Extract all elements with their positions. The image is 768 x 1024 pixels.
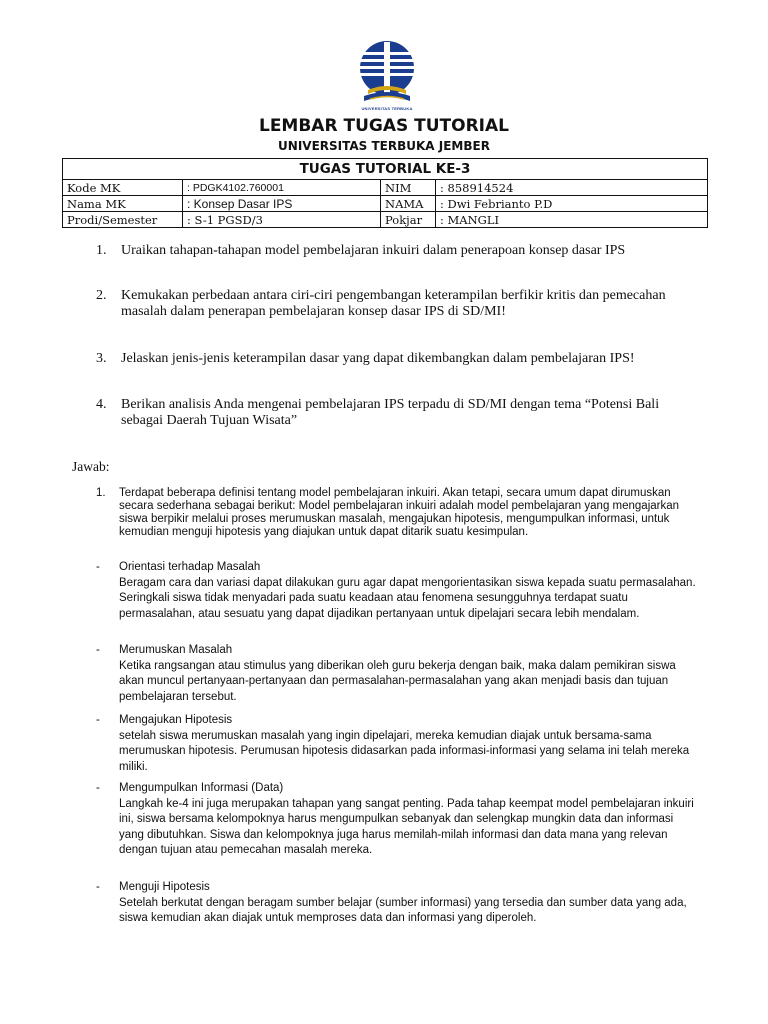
step-orientation — [96, 560, 698, 622]
bullet-dash: - — [96, 644, 100, 656]
program-semester-value: : S-1 PGSD/3 — [183, 212, 381, 228]
document-subtitle: UNIVERSITAS TERBUKA JEMBER — [278, 139, 490, 153]
course-name-label: Nama MK — [63, 196, 183, 212]
step-collect-information — [96, 781, 698, 859]
step-hypothesis — [96, 713, 698, 775]
step-formulate-problem — [96, 643, 698, 705]
step-title: Menguji Hipotesis — [119, 881, 210, 893]
step-title: Orientasi terhadap Masalah — [119, 561, 261, 573]
info-table — [62, 158, 708, 228]
document-title: LEMBAR TUGAS TUTORIAL — [258, 116, 509, 136]
student-name-label: NAMA — [381, 196, 436, 212]
answer-label: Jawab: — [72, 459, 110, 474]
question-text: Berikan analisis Anda mengenai pembelajaran IPS terpadu di SD/MI dengan tema “Potensi Bali sebagai Daerah Tujuan Wisata” — [121, 397, 660, 428]
university-logo-icon — [350, 38, 424, 114]
question-2 — [96, 288, 676, 320]
pokjar-value: : MANGLI — [436, 212, 708, 228]
bullet-dash: - — [96, 561, 100, 573]
info-table-heading-row — [63, 159, 708, 180]
question-number: 4. — [96, 397, 107, 412]
nim-value: : 858914524 — [436, 180, 708, 196]
bullet-dash: - — [96, 881, 100, 893]
assignment-heading: TUGAS TUTORIAL KE-3 — [63, 159, 708, 180]
question-text: Jelaskan jenis-jenis keterampilan dasar yang dapat dikembangkan dalam pembelajaran IPS! — [121, 351, 635, 366]
question-4 — [96, 397, 676, 429]
pokjar-label: Pokjar — [381, 212, 436, 228]
step-text: setelah siswa merumuskan masalah yang ingin dipelajari, mereka kemudian diajak untuk bersama-sama merumuskan hipotesis. Perumusan hipotesis didasarkan pada informasi-informasi yang selama ini telah mereka miliki. — [119, 729, 690, 773]
question-number: 1. — [96, 243, 107, 258]
program-semester-label: Prodi/Semester — [63, 212, 183, 228]
bullet-dash: - — [96, 782, 100, 794]
course-name-value: : Konsep Dasar IPS — [183, 196, 381, 212]
step-title: Mengumpulkan Informasi (Data) — [119, 782, 284, 794]
question-text: Kemukakan perbedaan antara ciri-ciri pengembangan keterampilan berfikir kritis dan pemecahan masalah dalam penerapan pembelajaran konsep dasar IPS di SD/MI! — [121, 288, 666, 319]
bullet-dash: - — [96, 714, 100, 726]
table-row — [63, 180, 708, 196]
answer-text: Terdapat beberapa definisi tentang model pembelajaran inkuiri. Akan tetapi, secara umum dapat dirumuskan secara sederhana sebagai berikut: Model pembelajaran inkuiri adalah model pembelajaran yang mengajarkan siswa berpikir melalui proses merumuskan masalah, mengajukan hipotesis, mengumpulkan informasi, untuk kemudian menguji hipotesis yang diajukan untuk dapat ditarik suatu kesimpulan. — [119, 487, 680, 538]
step-text: Beragam cara dan variasi dapat dilakukan guru agar dapat mengorientasikan siswa kepada suatu permasalahan. Seringkali siswa tidak menyadari pada suatu keadaan atau fenomena sesungguhnya terdapat suatu permasalahan, atau sesuatu yang dapat dijadikan pertanyaan untuk dipelajari secara lebih mendalam. — [119, 576, 696, 620]
logo-caption: UNIVERSITAS TERBUKA — [361, 106, 413, 111]
answer-number: 1. — [96, 487, 106, 499]
step-title: Merumuskan Masalah — [119, 644, 233, 656]
step-text: Langkah ke-4 ini juga merupakan tahapan yang sangat penting. Pada tahap keempat model pembelajaran inkuiri ini, siswa bersama kelompoknya harus mengumpulkan sebanyak dan selengkap mungkin data dan informasi yang dibutuhkan. Siswa dan kelompoknya juga harus memilah-milah informasi dan data mana yang relevan dengan tujuan atau pemecahan masalah mereka. — [119, 797, 694, 856]
nim-label: NIM — [381, 180, 436, 196]
student-name-value: : Dwi Febrianto P.D — [436, 196, 708, 212]
question-3 — [96, 351, 676, 367]
question-number: 2. — [96, 288, 107, 303]
question-number: 3. — [96, 351, 107, 366]
course-code-value: : PDGK4102.760001 — [183, 180, 381, 196]
answer-1 — [96, 487, 696, 539]
step-test-hypothesis — [96, 880, 698, 927]
question-1 — [96, 243, 676, 259]
question-text: Uraikan tahapan-tahapan model pembelajaran inkuiri dalam penerapoan konsep dasar IPS — [121, 243, 626, 258]
course-code-label: Kode MK — [63, 180, 183, 196]
table-row — [63, 196, 708, 212]
step-text: Setelah berkutat dengan beragam sumber belajar (sumber informasi) yang tersedia dan sumber data yang ada, siswa kemudian akan diajak untuk memproses data dan informasi yang diperoleh. — [119, 896, 687, 924]
table-row — [63, 212, 708, 228]
step-text: Ketika rangsangan atau stimulus yang diberikan oleh guru bekerja dengan baik, maka dalam pemikiran siswa akan muncul pertanyaan-pertanyaan dan permasalahan-permasalahan yang akan menjadi basis dan tujuan pembelajaran tersebut. — [119, 659, 676, 703]
step-title: Mengajukan Hipotesis — [119, 714, 233, 726]
